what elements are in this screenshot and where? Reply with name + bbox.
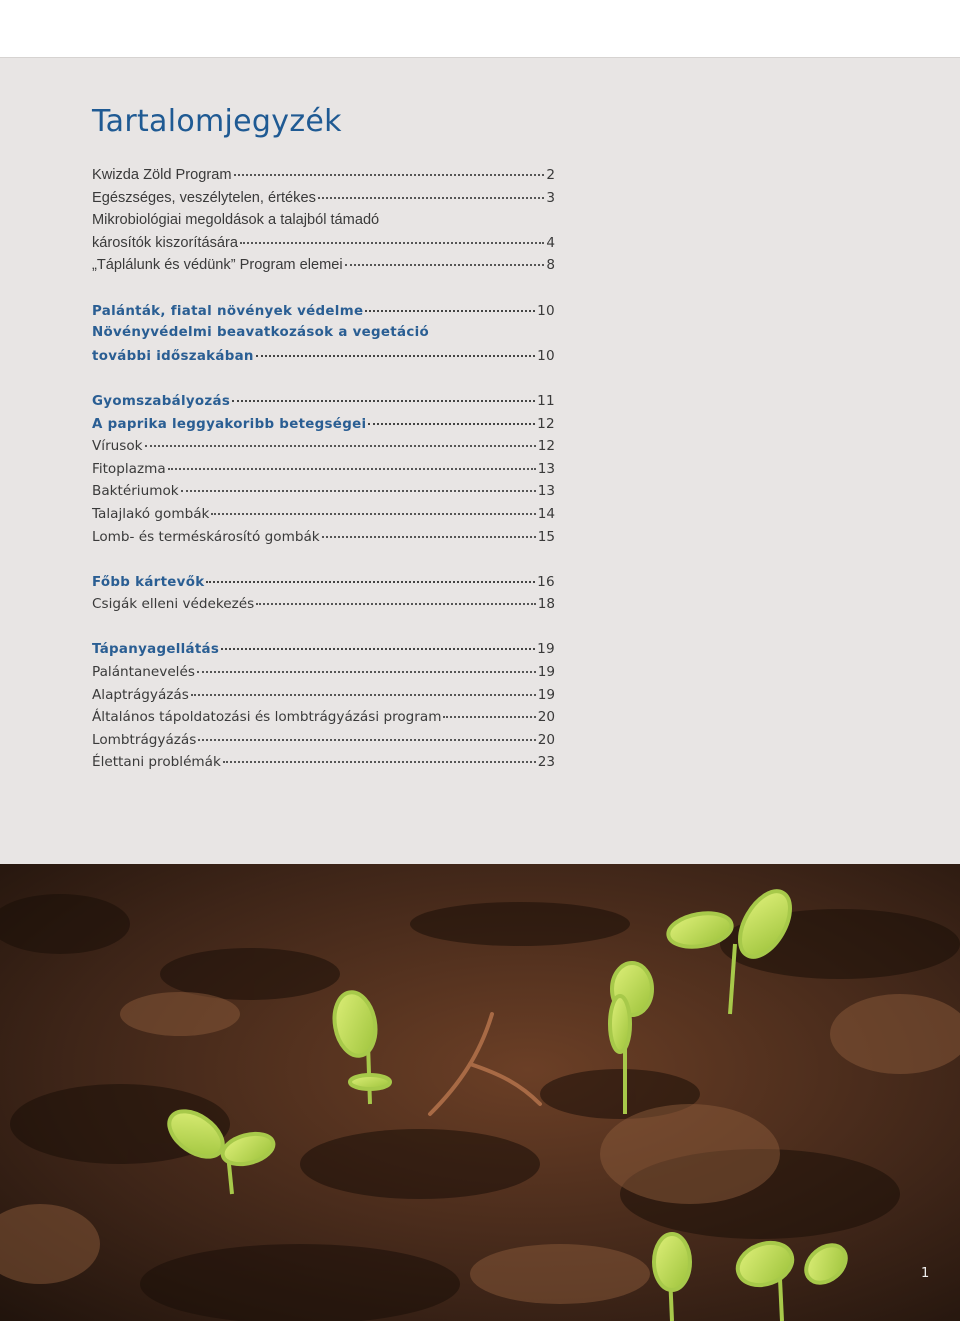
dot-leader bbox=[256, 345, 535, 357]
toc-entry-page: 16 bbox=[537, 573, 555, 590]
dot-leader bbox=[256, 593, 535, 605]
toc-entry-novenyvedelmi[interactable] bbox=[92, 345, 555, 368]
dot-leader bbox=[197, 661, 536, 673]
dot-leader bbox=[234, 164, 545, 176]
toc-entry-altalanos-tapoldatozasi[interactable] bbox=[92, 706, 555, 729]
toc-entry-label: Gyomszabályozás bbox=[92, 393, 231, 409]
toc-entry-egeszseges[interactable] bbox=[92, 187, 555, 210]
toc-entry-page: 13 bbox=[537, 460, 555, 477]
toc-entry-alaptragyazas[interactable] bbox=[92, 684, 555, 707]
toc-entry-page: 19 bbox=[537, 664, 555, 681]
table-of-contents bbox=[92, 164, 555, 774]
toc-entry-label: „Táplálunk és védünk” Program elemei bbox=[92, 257, 343, 274]
toc-entry-mikrobiologiai-line1[interactable] bbox=[92, 209, 555, 232]
toc-entry-label: Alaptrágyázás bbox=[92, 686, 189, 703]
dot-leader bbox=[322, 526, 536, 538]
dot-leader bbox=[345, 254, 545, 266]
toc-entry-lomb-es-termeskarosito[interactable] bbox=[92, 526, 555, 549]
toc-entry-tapanyagellatas[interactable] bbox=[92, 638, 555, 661]
toc-entry-label: Talajlakó gombák bbox=[92, 505, 210, 522]
dot-leader bbox=[368, 413, 535, 425]
toc-entry-label: Palánták, fiatal növények védelme bbox=[92, 303, 364, 319]
toc-entry-palantak[interactable] bbox=[92, 300, 555, 323]
toc-entry-label: Növényvédelmi beavatkozások a vegetáció bbox=[92, 325, 429, 341]
dot-leader bbox=[191, 684, 536, 696]
toc-entry-label: Kwizda Zöld Program bbox=[92, 167, 232, 183]
toc-entry-page: 3 bbox=[546, 189, 555, 206]
toc-entry-label: Csigák elleni védekezés bbox=[92, 596, 255, 613]
toc-entry-fobb-kartevok[interactable] bbox=[92, 571, 555, 594]
toc-entry-page: 10 bbox=[537, 302, 555, 319]
page-number: 1 bbox=[921, 1266, 930, 1281]
dot-leader bbox=[240, 232, 544, 244]
toc-entry-label: Baktériumok bbox=[92, 483, 179, 500]
toc-entry-label: Lomb- és terméskárosító gombák bbox=[92, 528, 320, 545]
dot-leader bbox=[232, 390, 535, 402]
toc-entry-gyomszabalyozas[interactable] bbox=[92, 390, 555, 413]
dot-leader bbox=[221, 638, 535, 650]
dot-leader bbox=[318, 187, 544, 199]
toc-entry-page: 14 bbox=[537, 505, 555, 522]
page-title: Tartalomjegyzék bbox=[92, 104, 342, 139]
toc-entry-label: további időszakában bbox=[92, 348, 254, 364]
toc-entry-palantaneveles[interactable] bbox=[92, 661, 555, 684]
toc-entry-taplalunk-es-vedunk[interactable] bbox=[92, 254, 555, 277]
toc-entry-page: 13 bbox=[537, 483, 555, 500]
seedlings-in-soil-photo bbox=[0, 864, 960, 1321]
toc-entry-label: A paprika leggyakoribb betegségei bbox=[92, 416, 367, 432]
toc-entry-fitoplazma[interactable] bbox=[92, 458, 555, 481]
dot-leader bbox=[365, 300, 535, 312]
toc-entry-label: Palántanevelés bbox=[92, 664, 195, 681]
toc-entry-page: 19 bbox=[537, 686, 555, 703]
dot-leader bbox=[168, 458, 536, 470]
toc-entry-page: 15 bbox=[537, 528, 555, 545]
toc-entry-paprika-betegsegei[interactable] bbox=[92, 413, 555, 436]
toc-entry-page: 20 bbox=[537, 709, 555, 726]
toc-entry-page: 2 bbox=[546, 167, 555, 183]
toc-entry-mikrobiologiai[interactable] bbox=[92, 232, 555, 255]
toc-entry-label: Főbb kártevők bbox=[92, 574, 205, 590]
toc-entry-page: 10 bbox=[537, 347, 555, 364]
dot-leader bbox=[198, 729, 535, 741]
dot-leader bbox=[211, 503, 535, 515]
top-strip bbox=[0, 0, 960, 58]
toc-entry-csigak[interactable] bbox=[92, 593, 555, 616]
dot-leader bbox=[145, 435, 536, 447]
toc-entry-page: 18 bbox=[537, 596, 555, 613]
toc-entry-label: Fitoplazma bbox=[92, 460, 166, 477]
dot-leader bbox=[443, 706, 535, 718]
toc-entry-label: Vírusok bbox=[92, 438, 143, 455]
toc-entry-page: 23 bbox=[537, 754, 555, 771]
dot-leader bbox=[206, 571, 535, 583]
toc-entry-page: 11 bbox=[537, 392, 555, 409]
toc-entry-label: Tápanyagellátás bbox=[92, 642, 220, 658]
toc-entry-label: Élettani problémák bbox=[92, 754, 221, 771]
toc-entry-page: 12 bbox=[537, 438, 555, 455]
toc-entry-page: 20 bbox=[537, 731, 555, 748]
toc-entry-bakteriumok[interactable] bbox=[92, 480, 555, 503]
toc-entry-page: 12 bbox=[537, 415, 555, 432]
toc-entry-page: 19 bbox=[537, 641, 555, 658]
toc-entry-kwizda-zold-program[interactable] bbox=[92, 164, 555, 187]
toc-entry-elettani-problemak[interactable] bbox=[92, 751, 555, 774]
dot-leader bbox=[223, 751, 536, 763]
toc-entry-virusok[interactable] bbox=[92, 435, 555, 458]
toc-entry-talajlako-gombak[interactable] bbox=[92, 503, 555, 526]
toc-entry-novenyvedelmi-line1[interactable] bbox=[92, 322, 555, 345]
toc-entry-label: Egészséges, veszélytelen, értékes bbox=[92, 189, 316, 206]
toc-entry-label: Mikrobiológiai megoldások a talajból támadó bbox=[92, 212, 380, 229]
toc-entry-page: 8 bbox=[546, 257, 555, 274]
toc-entry-label: Általános tápoldatozási és lombtrágyázási program bbox=[92, 709, 442, 726]
toc-entry-lombtragyazas[interactable] bbox=[92, 729, 555, 752]
toc-entry-label: károsítók kiszorítására bbox=[92, 234, 238, 251]
toc-entry-label: Lombtrágyázás bbox=[92, 731, 197, 748]
dot-leader bbox=[181, 480, 536, 492]
toc-entry-page: 4 bbox=[546, 234, 555, 251]
